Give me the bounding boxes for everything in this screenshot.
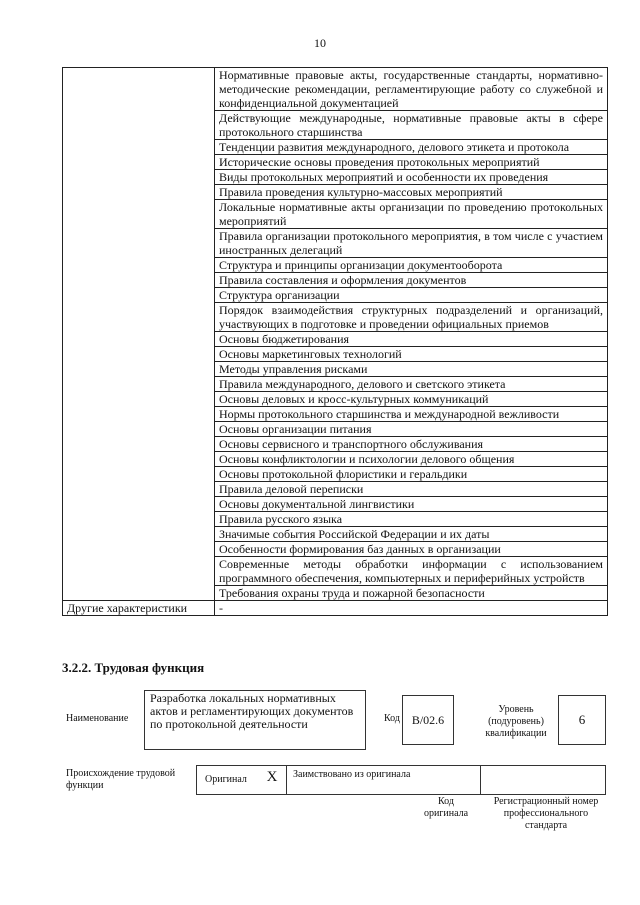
knowledge-item: Нормы протокольного старшинства и международной вежливости <box>215 407 608 422</box>
knowledge-item: Правила международного, делового и светского этикета <box>215 377 608 392</box>
knowledge-item: Структура и принципы организации документооборота <box>215 258 608 273</box>
origin-mark: X <box>266 769 278 785</box>
name-label: Наименование <box>66 713 129 724</box>
origin-borrowed: Заимствовано из оригинала <box>286 766 478 794</box>
origin-reg-cell <box>480 766 606 794</box>
caption-reg: Регистрационный номер профессионального стандарта <box>493 796 599 831</box>
code-label: Код <box>384 713 400 724</box>
knowledge-item: Правила русского языка <box>215 512 608 527</box>
knowledge-item: Правила проведения культурно-массовых мероприятий <box>215 185 608 200</box>
function-code-box: B/02.6 <box>402 695 454 745</box>
knowledge-item: Структура организации <box>215 288 608 303</box>
knowledge-item: Порядок взаимодействия структурных подразделений и организаций, участвующих в подготовке и проведении официальных приемов <box>215 303 608 332</box>
page-number: 10 <box>314 36 326 50</box>
level-box: 6 <box>558 695 606 745</box>
knowledge-item: Правила организации протокольного мероприятия, в том числе с участием иностранных делегаций <box>215 229 608 258</box>
knowledge-item: Современные методы обработки информации с использованием программного обеспечения, компьютерных и периферийных устройств <box>215 557 608 586</box>
knowledge-item: Действующие международные, нормативные правовые акты в сфере протокольного старшинства <box>215 111 608 140</box>
knowledge-table <box>62 67 608 616</box>
knowledge-item: Основы организации питания <box>215 422 608 437</box>
knowledge-item: Требования охраны труда и пожарной безопасности <box>215 586 608 601</box>
knowledge-item: Локальные нормативные акты организации по проведению протокольных мероприятий <box>215 200 608 229</box>
knowledge-item: Нормативные правовые акты, государственные стандарты, нормативно-методические рекомендации, регламентирующие работу со служебной и конфиденциальной документацией <box>215 68 608 111</box>
level-label: Уровень (подуровень) квалификации <box>485 704 547 739</box>
knowledge-item: Особенности формирования баз данных в организации <box>215 542 608 557</box>
knowledge-item: Основы бюджетирования <box>215 332 608 347</box>
knowledge-item: Основы конфликтологии и психологии делового общения <box>215 452 608 467</box>
knowledge-item: Основы сервисного и транспортного обслуживания <box>215 437 608 452</box>
knowledge-item: Исторические основы проведения протокольных мероприятий <box>215 155 608 170</box>
knowledge-item: Основы документальной лингвистики <box>215 497 608 512</box>
knowledge-item: Правила деловой переписки <box>215 482 608 497</box>
other-characteristics-row <box>63 601 608 616</box>
origin-label: Происхождение трудовой функции <box>66 768 176 791</box>
other-characteristics-value: - <box>215 601 608 616</box>
empty-label-cell <box>63 68 215 601</box>
knowledge-item: Виды протокольных мероприятий и особенности их проведения <box>215 170 608 185</box>
section-title: 3.2.2. Трудовая функция <box>62 660 205 675</box>
origin-row <box>196 765 606 795</box>
knowledge-item: Значимые события Российской Федерации и их даты <box>215 527 608 542</box>
function-name-box: Разработка локальных нормативных актов и регламентирующих документов по протокольной деятельности <box>144 690 366 750</box>
knowledge-item: Методы управления рисками <box>215 362 608 377</box>
knowledge-item: Основы маркетинговых технологий <box>215 347 608 362</box>
knowledge-item: Основы протокольной флористики и геральдики <box>215 467 608 482</box>
caption-code: Код оригинала <box>423 796 469 819</box>
knowledge-item: Тенденции развития международного, делового этикета и протокола <box>215 140 608 155</box>
knowledge-item: Правила составления и оформления документов <box>215 273 608 288</box>
knowledge-row <box>63 68 608 111</box>
other-characteristics-label: Другие характеристики <box>63 601 215 616</box>
knowledge-item: Основы деловых и кросс-культурных коммуникаций <box>215 392 608 407</box>
origin-original: Оригинал <box>196 766 258 794</box>
